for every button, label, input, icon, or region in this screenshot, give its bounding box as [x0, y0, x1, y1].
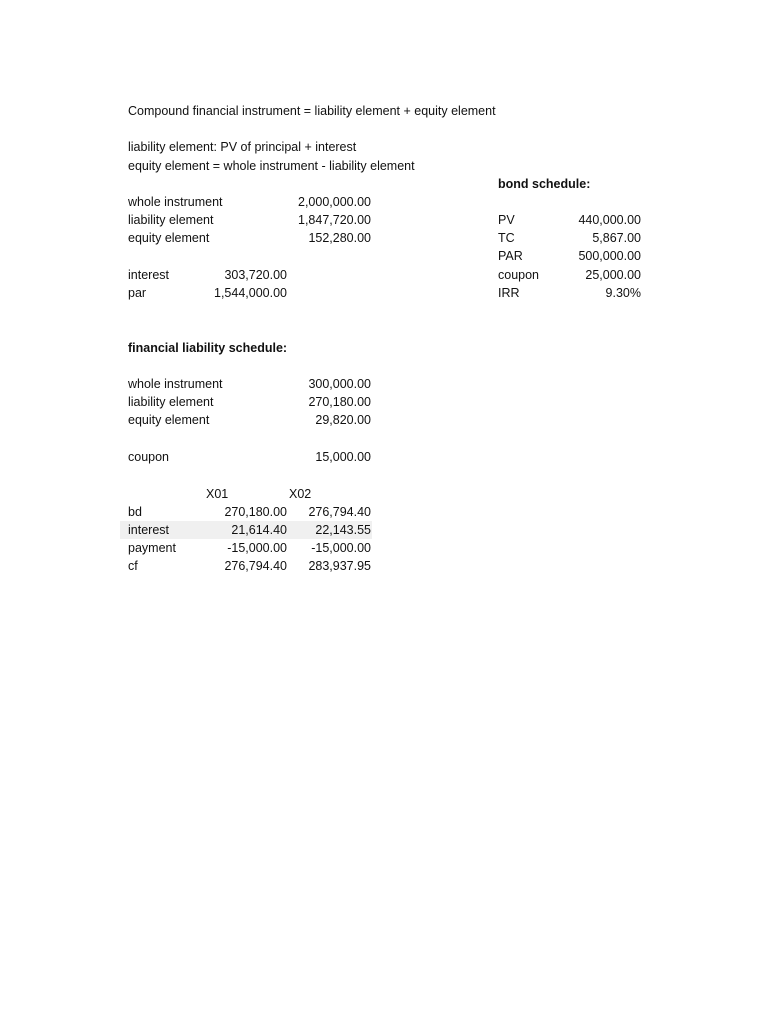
- bond-value: 25,000.00: [585, 268, 641, 282]
- summary1-label: liability element: [128, 213, 214, 227]
- split-label: interest: [128, 268, 169, 282]
- table-cell-x01: -15,000.00: [227, 541, 287, 555]
- bond-schedule-title: bond schedule:: [498, 177, 591, 191]
- split-value: 303,720.00: [224, 268, 287, 282]
- bond-value: 5,867.00: [592, 231, 641, 245]
- bond-row: [498, 266, 641, 284]
- fls-coupon-label: coupon: [128, 450, 170, 464]
- bond-label: IRR: [498, 286, 520, 300]
- table-cell-x01: 21,614.40: [231, 523, 287, 537]
- bond-value: 440,000.00: [578, 213, 641, 227]
- table-cell-x02: 283,937.95: [308, 559, 371, 573]
- table-header-x01: X01: [206, 487, 229, 501]
- fls-value: 270,180.00: [308, 395, 371, 409]
- bond-value: 500,000.00: [578, 249, 641, 263]
- fls-label: liability element: [128, 395, 214, 409]
- fls-value: 29,820.00: [315, 413, 371, 427]
- bond-row: [498, 211, 641, 229]
- bond-label: TC: [498, 231, 515, 245]
- header-text-3: equity element = whole instrument - liability element: [128, 159, 415, 173]
- bond-row: [498, 247, 641, 265]
- header-text-2: liability element: PV of principal + interest: [128, 140, 357, 154]
- fls-value: 300,000.00: [308, 377, 371, 391]
- summary1-label: equity element: [128, 231, 210, 245]
- table-cell-x02: 22,143.55: [315, 523, 371, 537]
- table-cell-x02: 276,794.40: [308, 505, 371, 519]
- split-label: par: [128, 286, 147, 300]
- bond-row: [498, 284, 641, 302]
- bond-row: [498, 229, 641, 247]
- table-cell-x01: 276,794.40: [224, 559, 287, 573]
- fls-label: equity element: [128, 413, 210, 427]
- summary1-label: whole instrument: [128, 195, 223, 209]
- bond-value: 9.30%: [605, 286, 641, 300]
- bond-label: PAR: [498, 249, 523, 263]
- bond-label: coupon: [498, 268, 540, 282]
- table-cell-x02: -15,000.00: [311, 541, 371, 555]
- split-value: 1,544,000.00: [214, 286, 287, 300]
- table-row-label: bd: [128, 505, 142, 519]
- header-text-1: Compound financial instrument = liability element + equity element: [128, 104, 496, 118]
- fls-coupon-value: 15,000.00: [315, 450, 371, 464]
- table-header-x02: X02: [289, 487, 312, 501]
- fls-title: financial liability schedule:: [128, 341, 288, 355]
- table-row-label: payment: [128, 541, 176, 555]
- table-cell-x01: 270,180.00: [224, 505, 287, 519]
- summary1-value: 1,847,720.00: [298, 213, 371, 227]
- table-row-label: interest: [128, 523, 169, 537]
- summary1-value: 2,000,000.00: [298, 195, 371, 209]
- bond-label: PV: [498, 213, 515, 227]
- fls-label: whole instrument: [128, 377, 223, 391]
- table-row-label: cf: [128, 559, 138, 573]
- summary1-value: 152,280.00: [308, 231, 371, 245]
